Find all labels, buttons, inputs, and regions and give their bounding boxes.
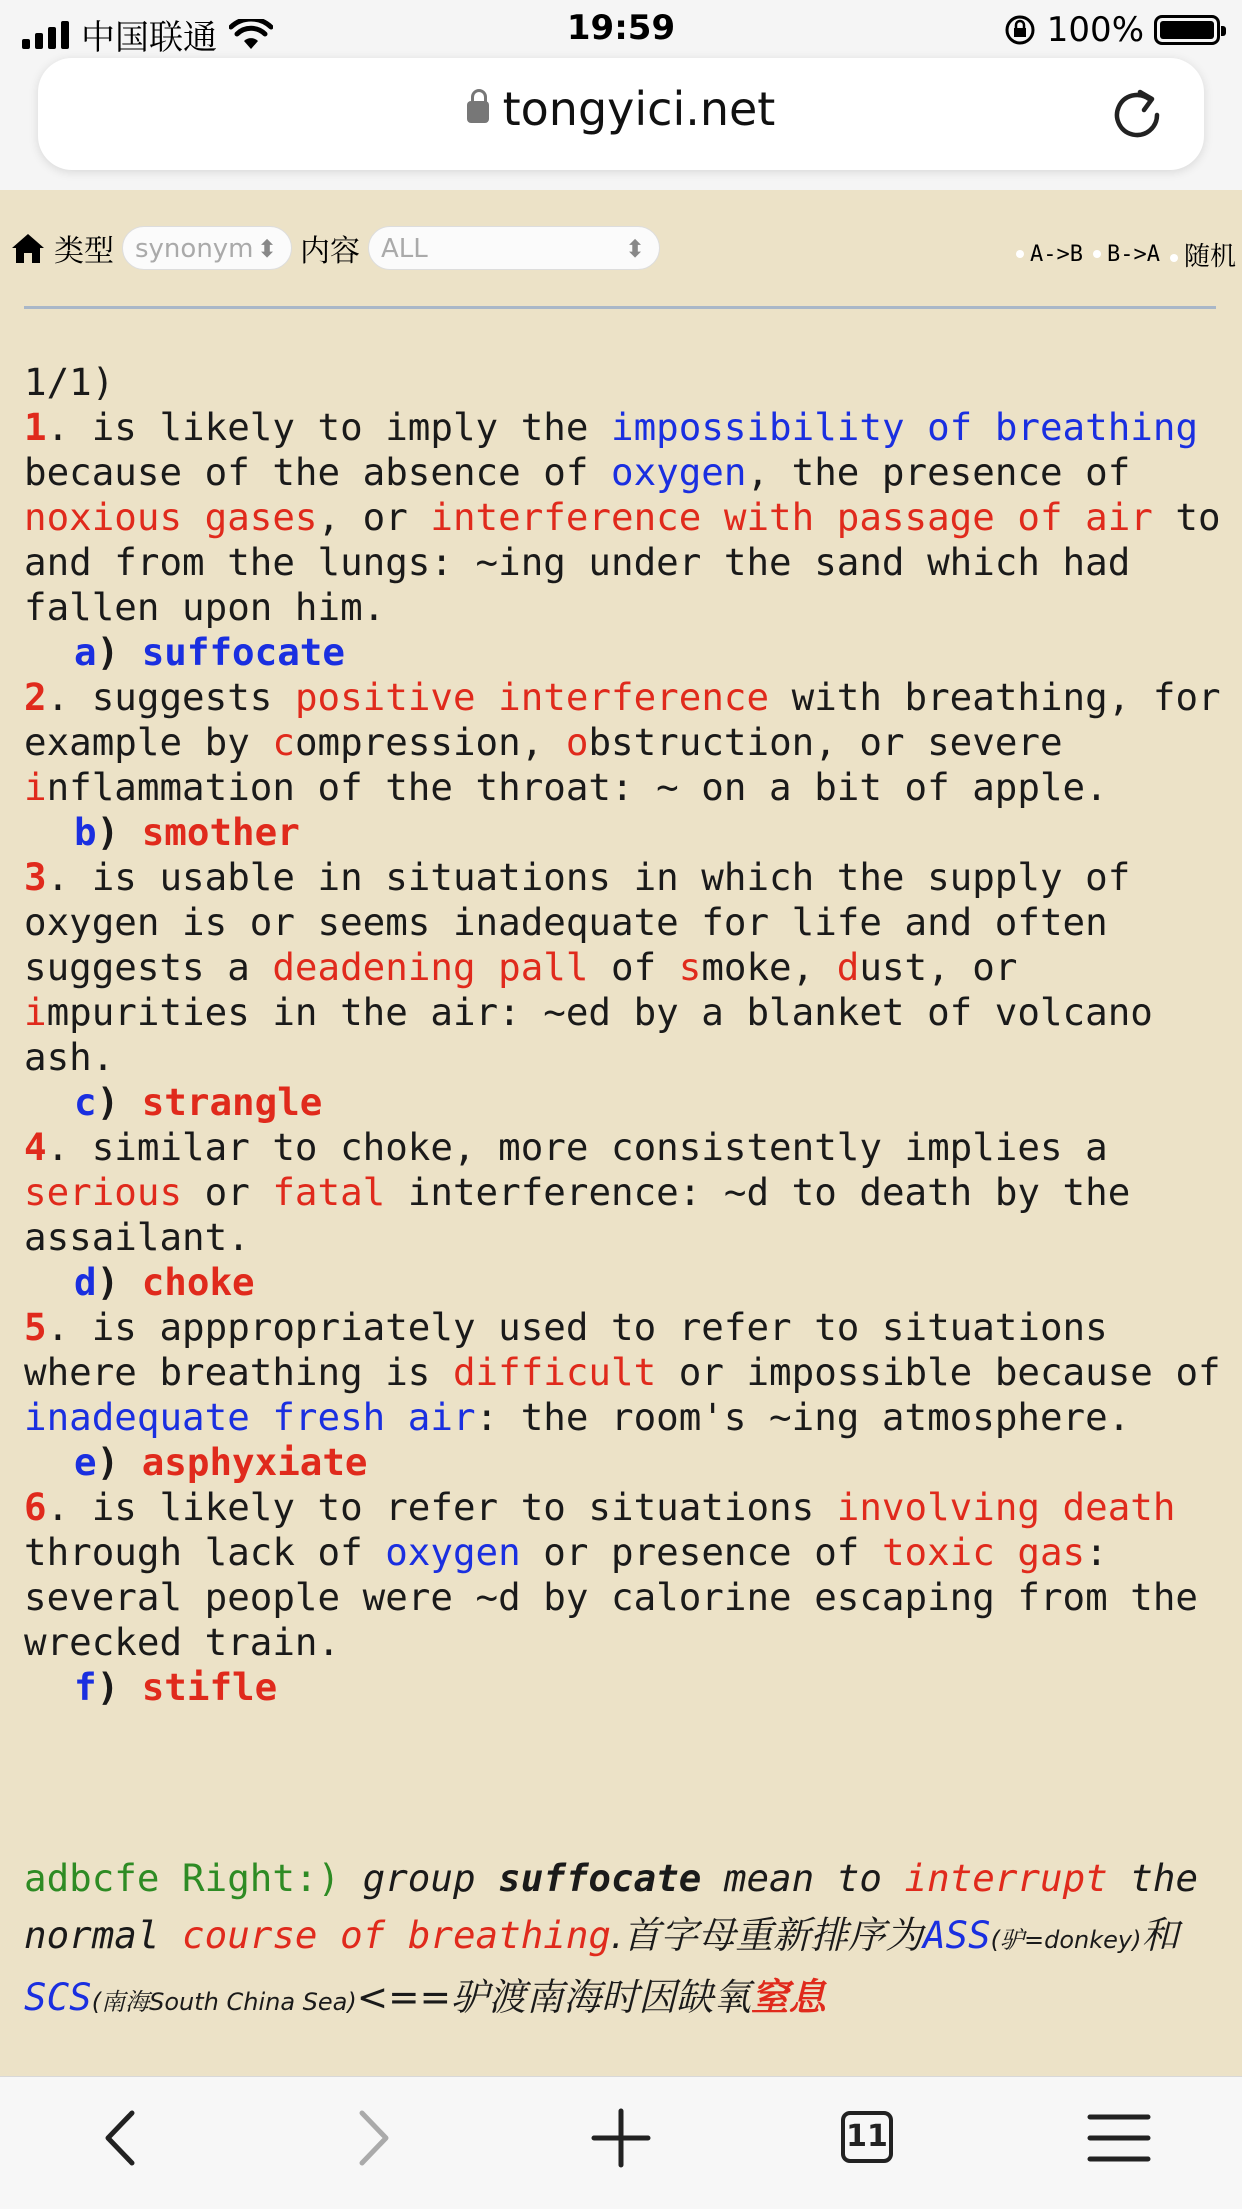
definition-text: through lack of xyxy=(24,1530,386,1574)
highlight-text: toxic gas xyxy=(881,1530,1086,1574)
option-paren: ) xyxy=(96,1260,142,1304)
type-label: 类型 xyxy=(54,234,114,269)
option-letter: d xyxy=(74,1260,97,1304)
answer-text: mean to xyxy=(701,1856,905,1900)
definition-text: mpurities in the air: ~ed by a blanket of volcano ash. xyxy=(24,990,1153,1079)
option-paren: ) xyxy=(96,630,142,674)
address-bar-area xyxy=(0,58,1242,191)
web-page xyxy=(0,190,1242,2076)
status-bar xyxy=(0,0,1242,58)
definition-item xyxy=(24,1305,1224,1440)
definition-text: or impossible because of xyxy=(656,1350,1221,1394)
lock-icon xyxy=(467,101,489,123)
option-word: smother xyxy=(141,810,300,854)
option-word: choke xyxy=(141,1260,255,1304)
option-letter: e xyxy=(74,1440,97,1484)
synonym-option[interactable] xyxy=(24,810,1224,855)
answer-mnemonic-key: 窒息 xyxy=(751,1975,826,2019)
option-letter: f xyxy=(74,1665,97,1709)
battery-percent: 100% xyxy=(1046,10,1144,50)
synonym-option[interactable] xyxy=(24,1440,1224,1485)
definition-text: interference: ~d to death by the assailant. xyxy=(24,1170,1131,1259)
highlight-text: noxious gases xyxy=(24,495,318,539)
definition-text: or presence of xyxy=(520,1530,882,1574)
definition-text: . similar to choke, more consistently implies a xyxy=(46,1125,1108,1169)
highlight-text: deadening pall xyxy=(272,945,589,989)
status-right xyxy=(1003,10,1220,50)
definition-text: of xyxy=(588,945,679,989)
direction-options xyxy=(1016,236,1236,273)
definition-text: ust, or xyxy=(859,945,1018,989)
divider xyxy=(24,306,1216,309)
back-icon[interactable] xyxy=(88,2103,158,2173)
option-paren: ) xyxy=(96,1080,142,1124)
option-word: strangle xyxy=(141,1080,323,1124)
answer-text: the normal xyxy=(24,1856,1199,1957)
content-label: 内容 xyxy=(300,234,360,269)
page-indicator: 1/1) xyxy=(24,360,115,404)
option-word: stifle xyxy=(141,1665,278,1709)
type-select[interactable] xyxy=(122,226,292,270)
definition-item xyxy=(24,1485,1224,1665)
answer-explanation xyxy=(24,1850,1224,2031)
answer-note: (南海South China Sea) xyxy=(91,1988,357,2016)
definition-text: , the presence of xyxy=(746,450,1131,494)
highlight-text: o xyxy=(565,720,589,764)
definition-text: bstruction, or severe xyxy=(588,720,1063,764)
radio-random[interactable]: 随机 xyxy=(1170,236,1236,273)
status-time: 19:59 xyxy=(566,8,676,48)
radio-b-to-a[interactable]: B->A xyxy=(1093,242,1160,267)
menu-icon[interactable] xyxy=(1084,2103,1154,2173)
definition-number: 6 xyxy=(24,1485,47,1529)
highlight-text: i xyxy=(24,990,47,1034)
address-bar[interactable] xyxy=(38,58,1204,170)
option-paren: ) xyxy=(96,1440,142,1484)
highlight-text: positive interference xyxy=(294,675,770,719)
browser-toolbar xyxy=(0,2076,1242,2209)
answer-highlight: interrupt xyxy=(904,1856,1108,1900)
synonym-option[interactable] xyxy=(24,630,1224,675)
answer-result: adbcfe Right:) xyxy=(24,1856,341,1900)
highlight-text: i xyxy=(24,765,47,809)
highlight-text: inadequate fresh air xyxy=(24,1395,476,1439)
reload-icon[interactable] xyxy=(1108,86,1166,144)
highlight-text: impossibility of breathing xyxy=(611,405,1199,449)
highlight-text: c xyxy=(272,720,295,764)
answer-highlight: course of breathing xyxy=(182,1913,612,1957)
definition-list xyxy=(24,360,1224,1710)
synonym-option[interactable] xyxy=(24,1665,1224,1710)
answer-text: group xyxy=(340,1856,499,1900)
highlight-text: d xyxy=(836,945,860,989)
option-word: asphyxiate xyxy=(141,1440,368,1484)
radio-a-to-b[interactable]: A->B xyxy=(1016,242,1083,267)
option-letter: b xyxy=(74,810,97,854)
option-letter: a xyxy=(74,630,97,674)
select-chevron-icon: ⬍ xyxy=(256,235,277,263)
definition-number: 3 xyxy=(24,855,47,899)
highlight-text: serious xyxy=(24,1170,183,1214)
highlight-text: s xyxy=(678,945,702,989)
definition-text: or xyxy=(182,1170,273,1214)
definition-number: 1 xyxy=(24,405,47,449)
definition-text: because of the absence of xyxy=(24,450,611,494)
definition-text: with breathing, for example by xyxy=(24,675,1221,764)
definition-text: : several people were ~d by calorine escaping from the wrecked train. xyxy=(24,1530,1198,1664)
definition-text: to and from the lungs: ~ing under the sand which had fallen upon him. xyxy=(24,495,1221,629)
answer-mnemonic: 和 xyxy=(1141,1913,1180,1957)
answer-acronym: SCS xyxy=(24,1975,92,2019)
select-chevron-icon: ⬍ xyxy=(624,235,645,263)
content-select[interactable] xyxy=(368,226,660,270)
option-letter: c xyxy=(74,1080,97,1124)
option-paren: ) xyxy=(96,810,142,854)
battery-icon xyxy=(1154,15,1220,45)
new-tab-icon[interactable] xyxy=(586,2103,656,2173)
definition-text: , or xyxy=(317,495,431,539)
answer-note: (驴=donkey) xyxy=(990,1926,1142,1954)
answer-mnemonic: <==驴渡南海时因缺氧 xyxy=(356,1975,751,2019)
definition-text: nflammation of the throat: ~ on a bit of apple. xyxy=(46,765,1108,809)
definition-item xyxy=(24,855,1224,1080)
highlight-text: interference with passage of air xyxy=(430,495,1153,539)
answer-group-word: suffocate xyxy=(498,1856,702,1900)
definition-text: . is apppropriately used to refer to situations where breathing is xyxy=(24,1305,1108,1394)
content-select-value: ALL xyxy=(381,234,428,264)
option-paren: ) xyxy=(96,1665,142,1709)
forward-icon[interactable] xyxy=(336,2103,406,2173)
definition-text: . is usable in situations in which the supply of oxygen is or seems inadequate for life and often suggests a xyxy=(24,855,1131,989)
definition-text: moke, xyxy=(701,945,837,989)
carrier-name: 中国联通 xyxy=(81,18,217,58)
highlight-text: fatal xyxy=(272,1170,386,1214)
definition-text: ompression, xyxy=(294,720,566,764)
url-display[interactable] xyxy=(38,82,1204,136)
definition-item xyxy=(24,1125,1224,1260)
synonym-option[interactable] xyxy=(24,1080,1224,1125)
answer-mnemonic: .首字母重新排序为 xyxy=(611,1913,923,1957)
home-icon[interactable] xyxy=(10,231,46,265)
url-text: tongyici.net xyxy=(502,82,776,136)
rotation-lock-icon xyxy=(1003,13,1037,47)
highlight-text: oxygen xyxy=(385,1530,521,1574)
highlight-text: involving death xyxy=(836,1485,1176,1529)
definition-number: 2 xyxy=(24,675,47,719)
highlight-text: oxygen xyxy=(611,450,747,494)
option-word: suffocate xyxy=(141,630,345,674)
definition-number: 4 xyxy=(24,1125,47,1169)
definition-item xyxy=(24,405,1224,630)
definition-text: . is likely to imply the xyxy=(46,405,612,449)
filter-bar xyxy=(10,226,660,270)
definition-number: 5 xyxy=(24,1305,47,1349)
synonym-option[interactable] xyxy=(24,1260,1224,1305)
type-select-value: synonym xyxy=(135,234,254,264)
tabs-button[interactable]: 11 xyxy=(841,2111,893,2163)
highlight-text: difficult xyxy=(452,1350,657,1394)
definition-text: : the room's ~ing atmosphere. xyxy=(475,1395,1131,1439)
answer-acronym: ASS xyxy=(922,1913,991,1957)
definition-text: . suggests xyxy=(46,675,295,719)
definition-item xyxy=(24,675,1224,810)
definition-text: . is likely to refer to situations xyxy=(46,1485,837,1529)
